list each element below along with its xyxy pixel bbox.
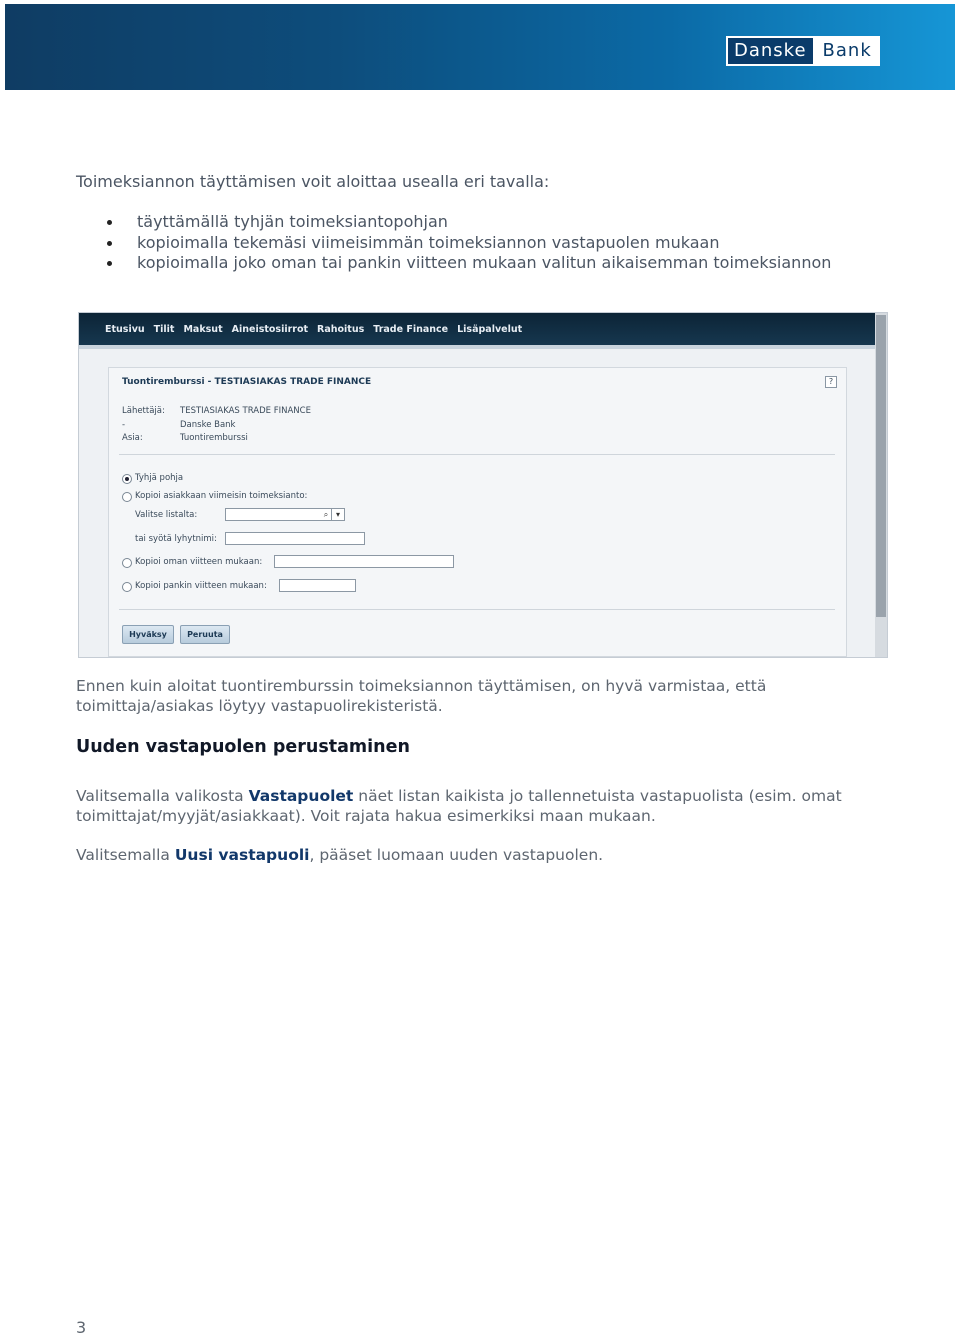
label-short-name: tai syötä lyhytnimi:	[135, 534, 217, 544]
nav-item-etusivu[interactable]: Etusivu	[105, 323, 145, 335]
text: näet listan kaikista jo tallennetuista vastapuolista (esim. omat toimittajat/myyjät/asiakkaat). Voit rajata hakua esimerkiksi maan mukaan.	[76, 787, 842, 825]
meta-key: Asia:	[122, 433, 143, 443]
form-panel	[108, 367, 847, 657]
paragraph-check-register: Ennen kuin aloitat tuontiremburssin toimeksiannon täyttämisen, on hyvä varmistaa, että toimittaja/asiakas löytyy vastapuolirekisteristä.	[76, 677, 767, 715]
logo-bank: Bank	[815, 36, 880, 66]
meta-key: -	[122, 419, 126, 430]
nav-item-trade-finance[interactable]: Trade Finance	[373, 323, 449, 335]
menu-link-vastapuolet: Vastapuolet	[248, 787, 354, 805]
menu-link-uusi-vastapuoli: Uusi vastapuoli	[174, 846, 310, 864]
label-copy-customer: Kopioi asiakkaan viimeisin toimeksianto:	[135, 491, 308, 501]
scrollbar-thumb[interactable]	[876, 315, 886, 617]
divider	[119, 609, 835, 610]
logo-danske: Danske	[726, 36, 815, 66]
text: Valitsemalla valikosta	[76, 787, 249, 805]
intro-text: Toimeksiannon täyttämisen voit aloittaa usealla eri tavalla:	[76, 172, 550, 191]
text: Valitsemalla	[76, 846, 175, 864]
radio-copy-customer[interactable]	[122, 492, 132, 502]
nav-item-rahoitus[interactable]: Rahoitus	[317, 323, 365, 335]
label-bank-ref: Kopioi pankin viitteen mukaan:	[135, 581, 267, 591]
panel-title: Tuontiremburssi - TESTIASIAKAS TRADE FINANCE	[122, 377, 372, 387]
divider	[119, 454, 835, 455]
list-item: kopioimalla tekemäsi viimeisimmän toimeksiannon vastapuolen mukaan	[76, 233, 831, 254]
label-empty-template: Tyhjä pohja	[135, 473, 184, 483]
embedded-screenshot	[78, 312, 888, 658]
danske-bank-logo	[726, 36, 880, 66]
list-item: kopioimalla joko oman tai pankin viitteen mukaan valitun aikaisemman toimeksiannon	[76, 253, 831, 274]
text: , pääset luomaan uuden vastapuolen.	[309, 846, 604, 864]
search-icon: ⌕	[323, 510, 329, 519]
label-own-ref: Kopioi oman viitteen mukaan:	[135, 557, 263, 567]
own-ref-input[interactable]	[274, 555, 454, 568]
options-list	[76, 212, 831, 274]
list-item: täyttämällä tyhjän toimeksiantopohjan	[76, 212, 831, 233]
nav-item-maksut[interactable]: Maksut	[183, 323, 223, 335]
accept-button[interactable]: Hyväksy	[122, 625, 174, 644]
bank-ref-input[interactable]	[279, 579, 356, 592]
meta-value: Tuontiremburssi	[180, 433, 248, 443]
paragraph-new-counterparty	[76, 845, 876, 865]
header-banner	[5, 4, 955, 90]
label-choose-list: Valitse listalta:	[135, 510, 198, 520]
counterparty-select[interactable]	[225, 508, 345, 521]
nav-underline	[79, 345, 875, 349]
page-number: 3	[76, 1318, 87, 1337]
chevron-down-icon[interactable]: ▾	[331, 509, 344, 520]
nav-item-tilit[interactable]: Tilit	[153, 323, 175, 335]
cancel-button[interactable]: Peruuta	[180, 625, 230, 644]
short-name-input[interactable]	[225, 532, 365, 545]
help-icon[interactable]: ?	[825, 376, 837, 388]
paragraph-counterparties	[76, 786, 876, 826]
radio-bank-ref[interactable]	[122, 582, 132, 592]
meta-value: Danske Bank	[180, 419, 236, 430]
top-nav	[79, 313, 875, 345]
scrollbar[interactable]	[875, 313, 887, 657]
section-heading: Uuden vastapuolen perustaminen	[76, 737, 410, 757]
meta-value: TESTIASIAKAS TRADE FINANCE	[180, 406, 311, 416]
radio-empty[interactable]	[122, 474, 132, 484]
radio-own-ref[interactable]	[122, 558, 132, 568]
sender-info	[122, 406, 311, 447]
nav-item-lisapalvelut[interactable]: Lisäpalvelut	[457, 323, 523, 335]
nav-item-aineistosiirrot[interactable]: Aineistosiirrot	[231, 323, 309, 335]
meta-key: Lähettäjä:	[122, 406, 165, 416]
